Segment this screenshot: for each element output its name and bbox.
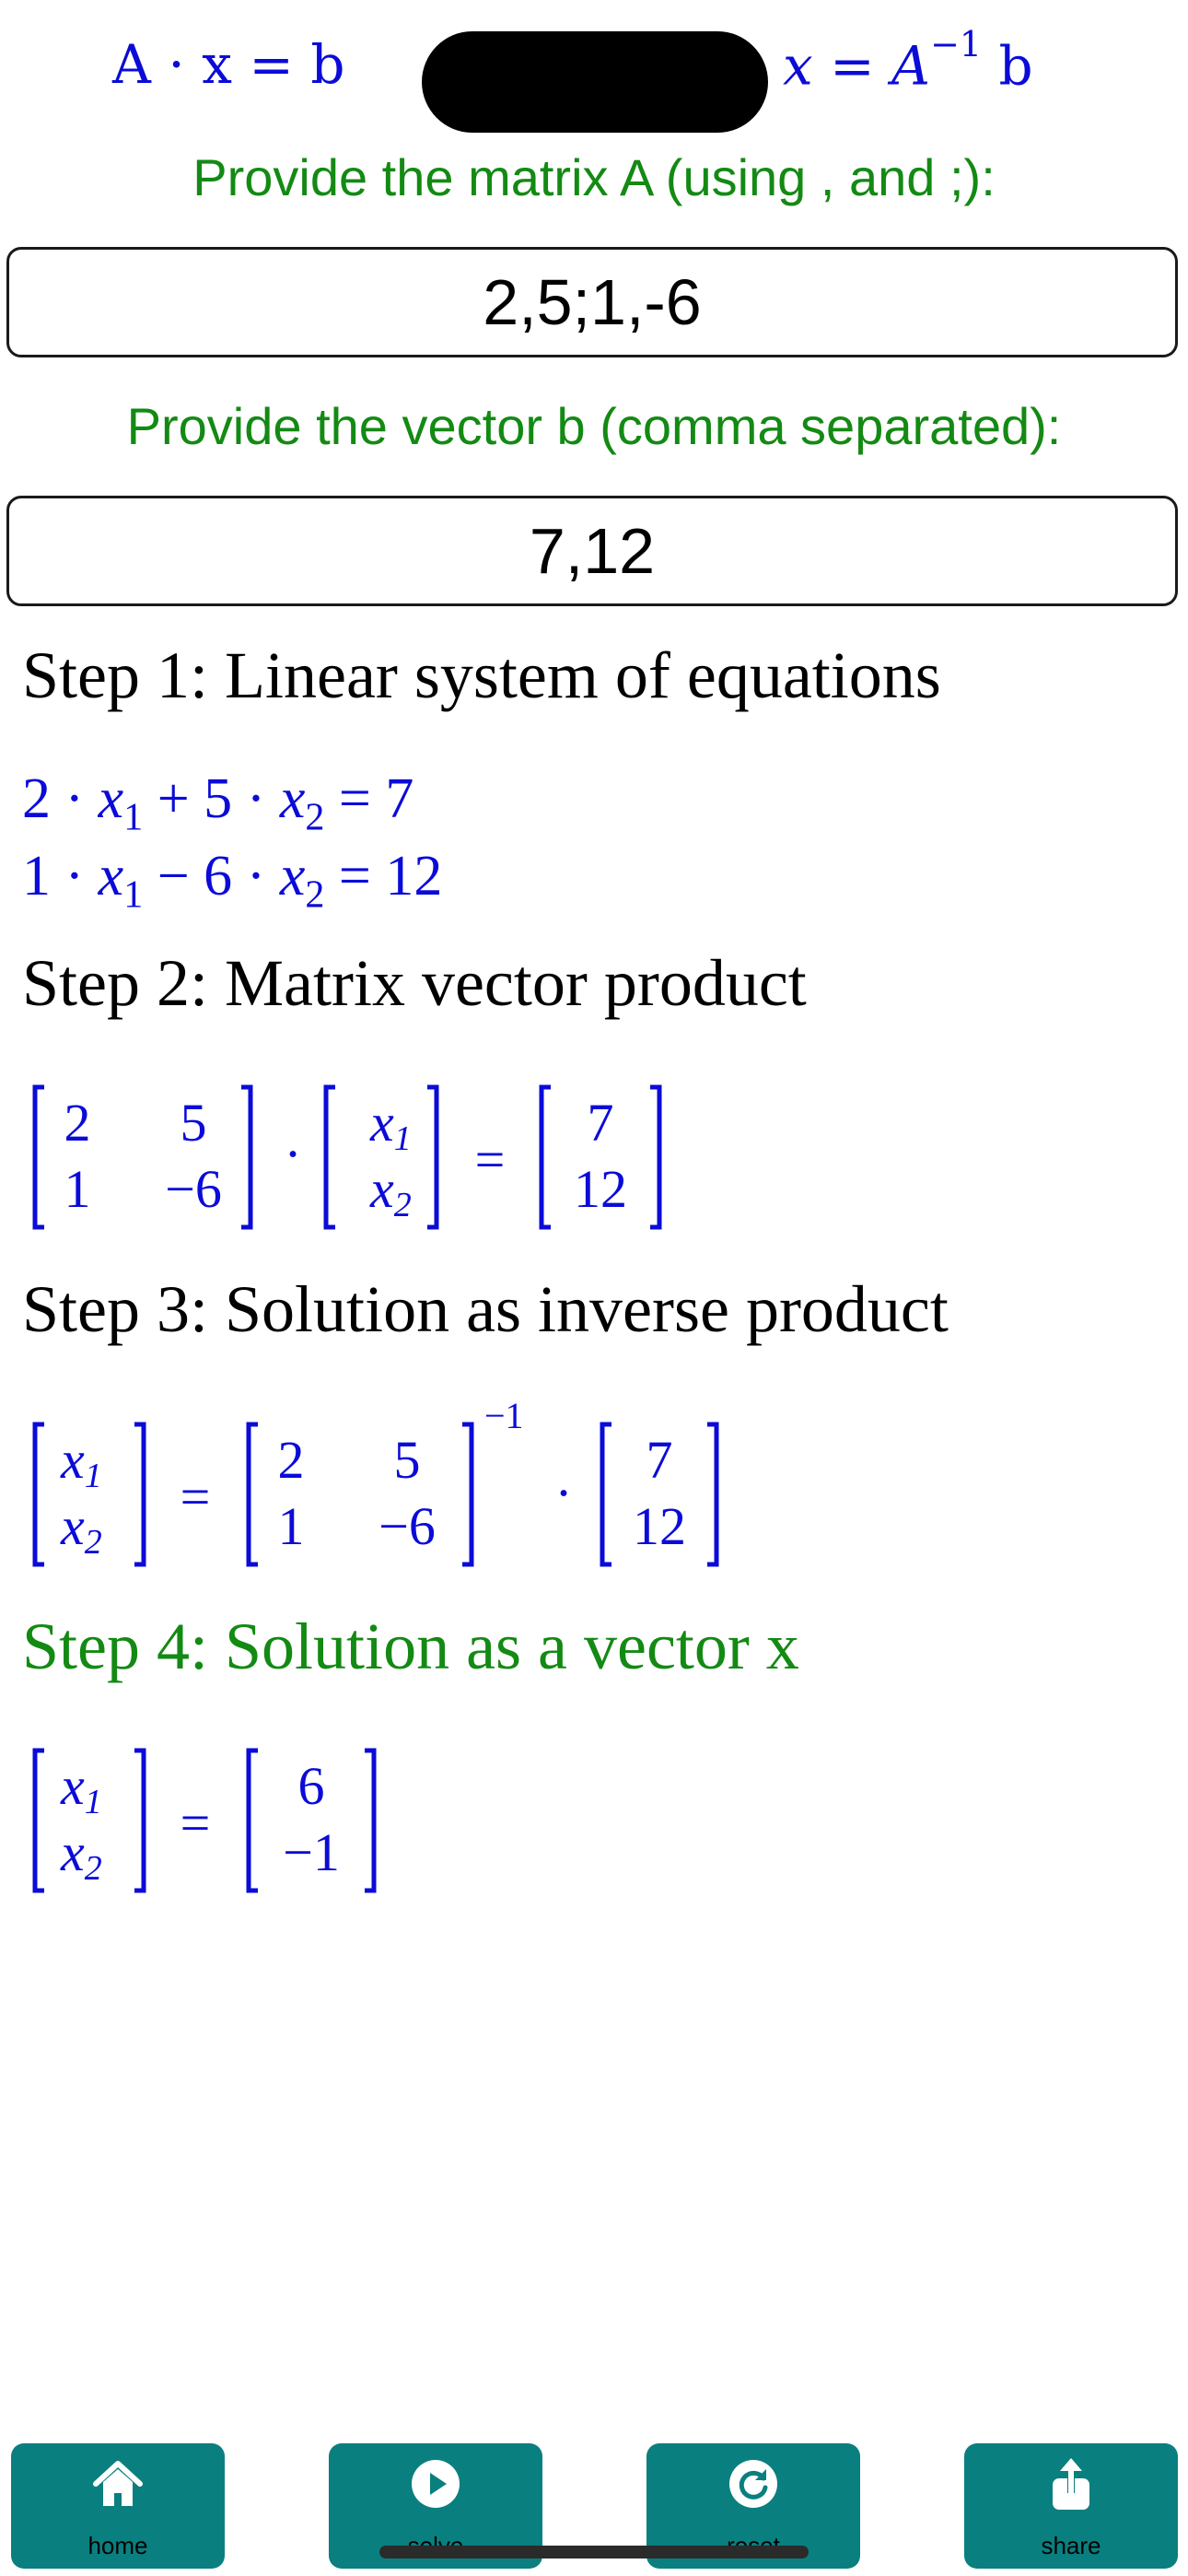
eq1-b: 5	[204, 767, 233, 830]
house-icon	[90, 2456, 146, 2512]
b1: 7	[646, 1430, 673, 1490]
formula-sup: −1	[930, 24, 983, 64]
home-indicator[interactable]	[379, 2546, 809, 2558]
solution-x1: 6	[297, 1756, 325, 1816]
eq2-op: −	[157, 845, 190, 907]
bracket-left	[35, 1751, 44, 1891]
eq1-op: +	[157, 767, 190, 830]
a12: 5	[180, 1093, 207, 1153]
eq1-x2: x	[279, 767, 306, 830]
bracket-left	[249, 1751, 258, 1891]
home-button[interactable]	[11, 2443, 225, 2569]
eq2-b: 6	[204, 845, 233, 907]
bracket-left	[35, 1087, 44, 1227]
x1-sub: 1	[84, 1457, 102, 1495]
dot-op: ·	[284, 1124, 302, 1184]
x2	[369, 1159, 412, 1224]
eq1-a: 2	[22, 767, 51, 830]
step4-title: Step 4: Solution as a vector x	[22, 1610, 799, 1683]
x2	[60, 1822, 102, 1888]
b1: 7	[587, 1093, 614, 1153]
bracket-left	[249, 1424, 258, 1564]
bracket-right	[365, 1751, 374, 1891]
bracket-right	[134, 1424, 144, 1564]
eq2-x2-sub: 2	[305, 873, 325, 917]
a21: 1	[64, 1159, 91, 1219]
bracket-left	[326, 1087, 335, 1227]
formula-x-equals-inverse	[783, 24, 1033, 98]
x2	[60, 1496, 102, 1562]
x1-sub: 1	[393, 1119, 412, 1158]
x1-var: x	[61, 1430, 85, 1490]
x1-var: x	[370, 1093, 394, 1153]
matrix-vector-product	[0, 1069, 1188, 1235]
eq2-x-sub: 1	[123, 873, 144, 917]
inverse-superscript: −1	[484, 1395, 524, 1436]
bracket-right	[427, 1087, 437, 1227]
equation-1: $2 \cdot x_1 + 5 \cdot x_2 = 7$	[22, 767, 414, 839]
a11: 2	[64, 1093, 91, 1153]
solution-vector	[0, 1732, 1188, 1898]
inverse-product	[0, 1391, 1188, 1575]
x1-var: x	[61, 1756, 85, 1816]
x1-sub: 1	[84, 1783, 102, 1821]
x1	[60, 1756, 102, 1821]
bracket-right	[707, 1424, 716, 1564]
a22: −6	[165, 1159, 222, 1219]
solution-x2: −1	[283, 1822, 340, 1882]
reset-arrow-icon	[726, 2456, 781, 2512]
bracket-right	[241, 1087, 250, 1227]
x2-var: x	[370, 1159, 394, 1219]
step3-title: Step 3: Solution as inverse product	[22, 1272, 949, 1346]
bracket-left	[602, 1424, 611, 1564]
share-label: share	[1041, 2532, 1101, 2559]
bracket-right	[462, 1424, 472, 1564]
a12: 5	[393, 1430, 421, 1490]
eq2-x: x	[98, 845, 124, 907]
step1-title: Step 1: Linear system of equations	[22, 638, 941, 712]
x2-var: x	[61, 1496, 85, 1556]
camera-notch	[422, 31, 768, 133]
eq1-x-sub: 1	[123, 796, 144, 839]
vector-input[interactable]	[6, 496, 1178, 606]
step2-title: Step 2: Matrix vector product	[22, 946, 807, 1020]
play-circle-icon	[408, 2456, 463, 2512]
home-label: home	[87, 2532, 148, 2559]
formula-main: x = A	[783, 34, 931, 98]
x2-sub: 2	[393, 1186, 412, 1224]
equals: =	[474, 1130, 506, 1189]
x2-sub: 2	[84, 1523, 102, 1562]
equals: =	[180, 1467, 211, 1527]
eq1-rhs: 7	[385, 767, 414, 830]
matrix-prompt: Provide the matrix A (using , and ;):	[192, 148, 996, 206]
eq2-a: 1	[22, 845, 51, 907]
formula-ax-equals-b: A · x = b	[112, 33, 345, 96]
bracket-left	[35, 1424, 44, 1564]
vector-prompt: Provide the vector b (comma separated):	[126, 397, 1062, 455]
b2: 12	[574, 1159, 627, 1219]
bracket-left	[542, 1087, 551, 1227]
eq2-rhs: 12	[385, 845, 443, 907]
x2-sub: 2	[84, 1849, 102, 1888]
matrix-input[interactable]	[6, 247, 1178, 357]
bracket-right	[650, 1087, 659, 1227]
eq2-x2: x	[279, 845, 306, 907]
a22: −6	[379, 1496, 436, 1556]
x1	[369, 1093, 412, 1158]
a21: 1	[277, 1496, 305, 1556]
share-icon	[1043, 2456, 1099, 2512]
x1	[60, 1430, 102, 1495]
b2: 12	[633, 1496, 686, 1556]
equation-2: $1 \cdot x_1 - 6 \cdot x_2 = 12$	[22, 845, 443, 917]
eq1-x: x	[98, 767, 124, 830]
x2-var: x	[61, 1822, 85, 1882]
share-button[interactable]	[964, 2443, 1178, 2569]
a11: 2	[277, 1430, 305, 1490]
equals: =	[180, 1793, 211, 1853]
formula-tail: b	[982, 34, 1033, 98]
eq1-x2-sub: 2	[305, 796, 325, 839]
bracket-right	[134, 1751, 144, 1891]
dot-op: ·	[554, 1463, 573, 1523]
